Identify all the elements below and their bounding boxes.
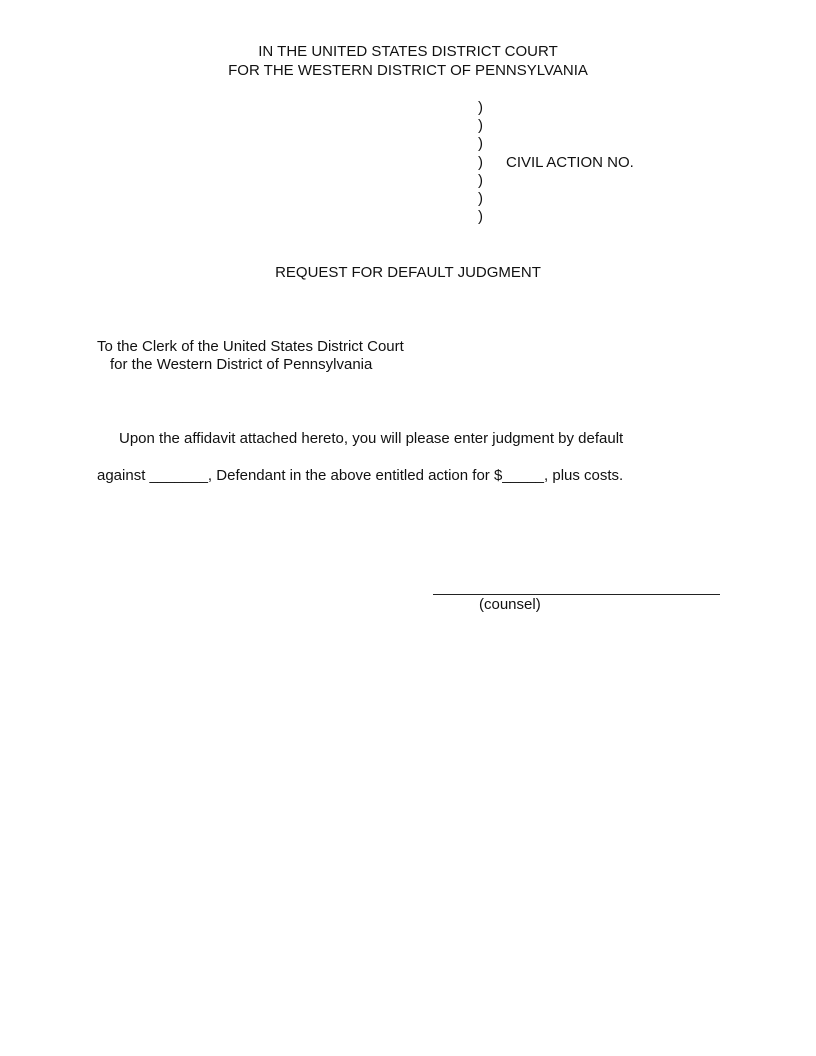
paren: ) — [478, 117, 483, 135]
caption-parentheses — [478, 99, 483, 226]
paren: ) — [478, 99, 483, 116]
addressee-line-2: for the Western District of Pennsylvania — [110, 356, 373, 373]
civil-action-label: CIVIL ACTION NO. — [506, 154, 634, 171]
addressee-line-1: To the Clerk of the United States District Court — [97, 338, 404, 355]
paren: ) — [478, 135, 483, 153]
court-name-line-2: FOR THE WESTERN DISTRICT OF PENNSYLVANIA — [228, 62, 588, 79]
signature-label: (counsel) — [479, 596, 541, 613]
paren: ) — [478, 189, 483, 207]
paren: ) — [478, 171, 483, 189]
signature-line — [433, 594, 720, 595]
paren: ) — [478, 208, 483, 226]
paren: ) — [478, 153, 483, 171]
body-line-2: against _______, Defendant in the above entitled action for $_____, plus costs. — [97, 467, 624, 484]
court-name-line-1: IN THE UNITED STATES DISTRICT COURT — [258, 43, 558, 60]
body-line-1: Upon the affidavit attached hereto, you will please enter judgment by default — [119, 430, 624, 447]
document-title: REQUEST FOR DEFAULT JUDGMENT — [275, 264, 541, 281]
